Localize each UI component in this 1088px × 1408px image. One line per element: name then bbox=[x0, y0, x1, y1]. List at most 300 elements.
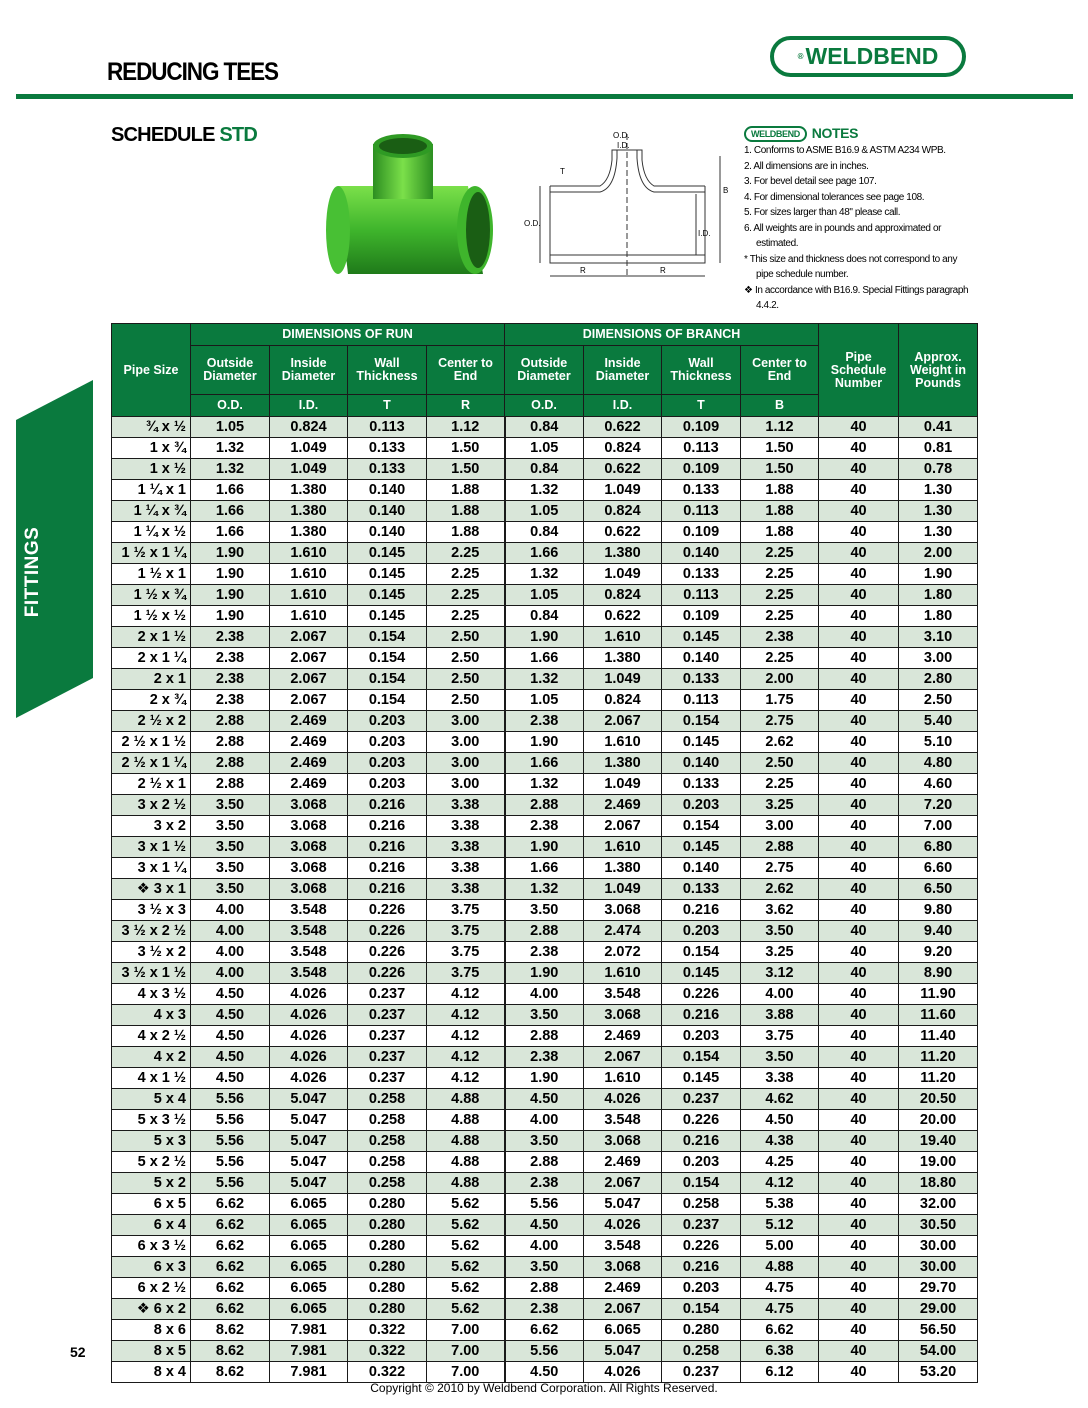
table-cell: 5.12 bbox=[741, 1215, 819, 1236]
table-row bbox=[112, 1026, 978, 1047]
table-cell: 1.32 bbox=[505, 564, 584, 585]
table-cell: 2.62 bbox=[741, 732, 819, 753]
table-cell: 4.88 bbox=[427, 1110, 505, 1131]
table-cell: 0.203 bbox=[348, 774, 427, 795]
table-cell: 40 bbox=[819, 1215, 899, 1236]
table-cell: 2.067 bbox=[584, 1299, 662, 1320]
note-item: 4. For dimensional tolerances see page 108. bbox=[744, 191, 925, 203]
table-cell: 0.237 bbox=[662, 1362, 741, 1383]
table-cell: 1.049 bbox=[270, 438, 348, 459]
table-cell: 0.133 bbox=[348, 459, 427, 480]
table-cell: 2.072 bbox=[584, 942, 662, 963]
table-cell: 0.258 bbox=[348, 1089, 427, 1110]
table-cell: 5.047 bbox=[270, 1110, 348, 1131]
table-cell: 0.203 bbox=[662, 921, 741, 942]
table-row bbox=[112, 1341, 978, 1362]
table-row bbox=[112, 900, 978, 921]
pipe-size-cell: 1 x ½ bbox=[112, 459, 191, 480]
side-tab-label: FITTINGS bbox=[22, 526, 43, 618]
table-row bbox=[112, 1152, 978, 1173]
table-cell: 4.80 bbox=[899, 753, 978, 774]
table-cell: 40 bbox=[819, 543, 899, 564]
table-cell: 3.38 bbox=[427, 858, 505, 879]
table-cell: 4.026 bbox=[584, 1215, 662, 1236]
table-cell: 3.00 bbox=[427, 774, 505, 795]
table-cell: 5.047 bbox=[270, 1089, 348, 1110]
col-header: Inside Diameter bbox=[270, 346, 348, 395]
table-cell: 40 bbox=[819, 1362, 899, 1383]
table-cell: 3.62 bbox=[741, 900, 819, 921]
schedule-accent: STD bbox=[219, 124, 257, 146]
table-cell: 0.140 bbox=[348, 480, 427, 501]
table-cell: 4.026 bbox=[270, 1026, 348, 1047]
pipe-size-cell: 5 x 2 ½ bbox=[112, 1152, 191, 1173]
table-cell: 40 bbox=[819, 753, 899, 774]
table-cell: 6.62 bbox=[741, 1320, 819, 1341]
table-cell: 2.469 bbox=[584, 1026, 662, 1047]
table-cell: 3.068 bbox=[584, 1005, 662, 1026]
table-cell: 5.56 bbox=[191, 1131, 270, 1152]
table-cell: 0.154 bbox=[348, 627, 427, 648]
table-cell: 0.154 bbox=[662, 816, 741, 837]
table-cell: 0.322 bbox=[348, 1362, 427, 1383]
table-cell: 1.049 bbox=[584, 774, 662, 795]
table-cell: 3.50 bbox=[741, 921, 819, 942]
table-cell: 6.065 bbox=[270, 1257, 348, 1278]
pipe-size-cell: 4 x 2 bbox=[112, 1047, 191, 1068]
table-cell: 2.25 bbox=[427, 543, 505, 564]
table-cell: 2.88 bbox=[505, 1026, 584, 1047]
table-cell: 40 bbox=[819, 1173, 899, 1194]
table-cell: 40 bbox=[819, 837, 899, 858]
note-item: * This size and thickness does not correspond to any pipe schedule number. bbox=[744, 253, 958, 280]
table-cell: 0.113 bbox=[662, 690, 741, 711]
table-row bbox=[112, 1047, 978, 1068]
table-cell: 40 bbox=[819, 585, 899, 606]
table-cell: 1.90 bbox=[191, 606, 270, 627]
table-cell: 2.469 bbox=[584, 1152, 662, 1173]
table-cell: 3.068 bbox=[270, 816, 348, 837]
table-cell: 8.62 bbox=[191, 1320, 270, 1341]
table-cell: 2.25 bbox=[741, 648, 819, 669]
col-symbol: I.D. bbox=[270, 395, 348, 417]
table-cell: 1.32 bbox=[505, 774, 584, 795]
table-cell: 0.145 bbox=[662, 963, 741, 984]
table-cell: 20.50 bbox=[899, 1089, 978, 1110]
table-cell: 3.38 bbox=[741, 1068, 819, 1089]
pipe-size-cell: 5 x 2 bbox=[112, 1173, 191, 1194]
pipe-size-cell: 1 ½ x 1 bbox=[112, 564, 191, 585]
table-cell: 1.80 bbox=[899, 606, 978, 627]
table-cell: 3.38 bbox=[427, 795, 505, 816]
table-row bbox=[112, 795, 978, 816]
table-row bbox=[112, 963, 978, 984]
table-cell: 1.05 bbox=[505, 438, 584, 459]
table-cell: 0.140 bbox=[348, 522, 427, 543]
table-cell: 4.60 bbox=[899, 774, 978, 795]
table-cell: 1.90 bbox=[505, 732, 584, 753]
table-cell: 0.258 bbox=[348, 1152, 427, 1173]
table-cell: 1.30 bbox=[899, 480, 978, 501]
table-row bbox=[112, 774, 978, 795]
col-header: Inside Diameter bbox=[584, 346, 662, 395]
table-cell: 1.66 bbox=[505, 648, 584, 669]
table-row bbox=[112, 417, 978, 438]
table-cell: 20.00 bbox=[899, 1110, 978, 1131]
col-header: Center to End bbox=[427, 346, 505, 395]
pipe-size-cell: 4 x 3 bbox=[112, 1005, 191, 1026]
table-cell: 1.12 bbox=[427, 417, 505, 438]
table-row bbox=[112, 1131, 978, 1152]
table-cell: 2.38 bbox=[505, 1299, 584, 1320]
table-cell: 0.203 bbox=[662, 1026, 741, 1047]
table-cell: 2.469 bbox=[270, 711, 348, 732]
table-cell: 4.026 bbox=[270, 984, 348, 1005]
table-cell: 4.50 bbox=[191, 1026, 270, 1047]
table-cell: 4.00 bbox=[505, 1236, 584, 1257]
table-cell: 2.474 bbox=[584, 921, 662, 942]
table-cell: 1.05 bbox=[505, 690, 584, 711]
table-cell: 32.00 bbox=[899, 1194, 978, 1215]
table-cell: 0.280 bbox=[348, 1299, 427, 1320]
table-cell: 40 bbox=[819, 1152, 899, 1173]
table-cell: 3.12 bbox=[741, 963, 819, 984]
table-row bbox=[112, 627, 978, 648]
diagram-label: O.D. bbox=[524, 219, 541, 228]
table-cell: 40 bbox=[819, 627, 899, 648]
table-cell: 40 bbox=[819, 795, 899, 816]
table-cell: 3.25 bbox=[741, 942, 819, 963]
table-cell: 2.38 bbox=[505, 1173, 584, 1194]
table-cell: 1.66 bbox=[191, 480, 270, 501]
table-cell: 0.216 bbox=[348, 816, 427, 837]
table-cell: 40 bbox=[819, 1047, 899, 1068]
table-cell: 0.203 bbox=[348, 711, 427, 732]
notes-logo: WELDBEND bbox=[744, 126, 807, 142]
table-cell: 54.00 bbox=[899, 1341, 978, 1362]
pipe-size-cell: 4 x 2 ½ bbox=[112, 1026, 191, 1047]
pipe-size-cell: 6 x 4 bbox=[112, 1215, 191, 1236]
table-cell: 0.154 bbox=[662, 1047, 741, 1068]
table-cell: 1.049 bbox=[584, 669, 662, 690]
table-cell: 11.90 bbox=[899, 984, 978, 1005]
table-cell: 0.216 bbox=[662, 1131, 741, 1152]
table-row bbox=[112, 564, 978, 585]
table-cell: 40 bbox=[819, 1026, 899, 1047]
table-cell: 1.049 bbox=[584, 879, 662, 900]
table-cell: 1.88 bbox=[741, 522, 819, 543]
table-cell: 4.75 bbox=[741, 1299, 819, 1320]
table-cell: 2.38 bbox=[505, 1047, 584, 1068]
table-cell: 0.216 bbox=[662, 900, 741, 921]
table-cell: 2.00 bbox=[899, 543, 978, 564]
table-row bbox=[112, 690, 978, 711]
table-cell: 1.88 bbox=[427, 480, 505, 501]
table-cell: 0.237 bbox=[662, 1215, 741, 1236]
table-cell: 7.981 bbox=[270, 1362, 348, 1383]
table-cell: 6.065 bbox=[270, 1278, 348, 1299]
table-cell: 1.049 bbox=[584, 564, 662, 585]
table-cell: 3.50 bbox=[505, 1257, 584, 1278]
table-cell: 1.610 bbox=[270, 606, 348, 627]
table-cell: 1.05 bbox=[505, 501, 584, 522]
header-rule bbox=[16, 94, 1073, 99]
table-cell: 3.548 bbox=[584, 984, 662, 1005]
table-cell: 0.237 bbox=[348, 1068, 427, 1089]
table-cell: 0.84 bbox=[505, 459, 584, 480]
table-cell: 2.469 bbox=[584, 1278, 662, 1299]
reducing-tees-table bbox=[111, 323, 978, 1383]
table-cell: 40 bbox=[819, 942, 899, 963]
table-cell: 0.824 bbox=[584, 501, 662, 522]
note-item: 6. All weights are in pounds and approximated or estimated. bbox=[744, 222, 942, 249]
pipe-size-cell: 2 ½ x 1 ½ bbox=[112, 732, 191, 753]
table-cell: 1.610 bbox=[270, 585, 348, 606]
table-row bbox=[112, 606, 978, 627]
table-cell: 11.40 bbox=[899, 1026, 978, 1047]
pipe-size-cell: 5 x 3 ½ bbox=[112, 1110, 191, 1131]
table-cell: 6.065 bbox=[584, 1320, 662, 1341]
table-cell: 18.80 bbox=[899, 1173, 978, 1194]
table-cell: 40 bbox=[819, 459, 899, 480]
table-cell: 1.32 bbox=[191, 438, 270, 459]
table-cell: 5.047 bbox=[270, 1131, 348, 1152]
diagram-label: I.D. bbox=[698, 229, 711, 238]
table-cell: 6.62 bbox=[505, 1320, 584, 1341]
diagram-label: O.D. bbox=[613, 131, 630, 140]
table-cell: 2.38 bbox=[741, 627, 819, 648]
pipe-size-cell: 6 x 3 ½ bbox=[112, 1236, 191, 1257]
table-cell: 40 bbox=[819, 501, 899, 522]
col-header: Wall Thickness bbox=[662, 346, 741, 395]
table-cell: 0.84 bbox=[505, 522, 584, 543]
table-cell: 3.50 bbox=[191, 858, 270, 879]
table-cell: 3.548 bbox=[270, 942, 348, 963]
table-cell: 4.50 bbox=[191, 984, 270, 1005]
table-cell: 0.154 bbox=[348, 690, 427, 711]
table-row bbox=[112, 879, 978, 900]
table-cell: 0.237 bbox=[662, 1089, 741, 1110]
table-cell: 5.62 bbox=[427, 1257, 505, 1278]
copyright: Copyright © 2010 by Weldbend Corporation. All Rights Reserved. bbox=[370, 1381, 718, 1395]
table-cell: 3.38 bbox=[427, 879, 505, 900]
table-body bbox=[112, 417, 978, 1383]
table-cell: 6.065 bbox=[270, 1215, 348, 1236]
table-cell: 4.88 bbox=[427, 1131, 505, 1152]
pipe-size-cell: ¾ x ½ bbox=[112, 417, 191, 438]
pipe-size-cell: 1 ¼ x 1 bbox=[112, 480, 191, 501]
table-cell: 1.049 bbox=[584, 480, 662, 501]
table-cell: 6.065 bbox=[270, 1236, 348, 1257]
table-cell: 4.026 bbox=[270, 1047, 348, 1068]
table-cell: 29.00 bbox=[899, 1299, 978, 1320]
col-header: Outside Diameter bbox=[191, 346, 270, 395]
table-cell: 0.203 bbox=[662, 1278, 741, 1299]
table-cell: 1.90 bbox=[505, 963, 584, 984]
table-cell: 2.25 bbox=[741, 564, 819, 585]
table-cell: 6.38 bbox=[741, 1341, 819, 1362]
table-cell: 53.20 bbox=[899, 1362, 978, 1383]
table-cell: 4.026 bbox=[270, 1068, 348, 1089]
table-cell: 0.226 bbox=[348, 921, 427, 942]
table-cell: 3.548 bbox=[270, 900, 348, 921]
table-cell: 2.50 bbox=[899, 690, 978, 711]
table-cell: 2.25 bbox=[741, 543, 819, 564]
table-cell: 40 bbox=[819, 774, 899, 795]
diagram-label: I.D. bbox=[617, 141, 630, 150]
table-cell: 2.38 bbox=[191, 648, 270, 669]
table-cell: 0.113 bbox=[662, 501, 741, 522]
table-cell: 0.322 bbox=[348, 1341, 427, 1362]
table-cell: 0.226 bbox=[662, 984, 741, 1005]
pipe-size-cell: 1 x ¾ bbox=[112, 438, 191, 459]
table-cell: 30.00 bbox=[899, 1257, 978, 1278]
table-cell: 0.622 bbox=[584, 459, 662, 480]
table-cell: 0.216 bbox=[348, 837, 427, 858]
table-cell: 5.62 bbox=[427, 1299, 505, 1320]
table-row bbox=[112, 501, 978, 522]
table-cell: 11.20 bbox=[899, 1068, 978, 1089]
table-cell: 1.380 bbox=[584, 753, 662, 774]
table-row bbox=[112, 1068, 978, 1089]
table-cell: 1.380 bbox=[270, 501, 348, 522]
table-cell: 30.00 bbox=[899, 1236, 978, 1257]
table-cell: 1.90 bbox=[191, 564, 270, 585]
table-row bbox=[112, 753, 978, 774]
table-cell: 1.610 bbox=[584, 963, 662, 984]
table-cell: 0.216 bbox=[348, 879, 427, 900]
table-cell: 0.824 bbox=[584, 438, 662, 459]
table-cell: 0.280 bbox=[348, 1236, 427, 1257]
table-cell: 3.50 bbox=[191, 879, 270, 900]
table-cell: 2.38 bbox=[505, 942, 584, 963]
table-cell: 1.610 bbox=[584, 732, 662, 753]
table-cell: 3.068 bbox=[584, 1131, 662, 1152]
table-cell: 1.50 bbox=[741, 459, 819, 480]
table-cell: 1.90 bbox=[505, 627, 584, 648]
table-cell: 0.237 bbox=[348, 1005, 427, 1026]
pipe-size-cell: 2 x 1 bbox=[112, 669, 191, 690]
table-cell: 2.25 bbox=[741, 774, 819, 795]
table-cell: 1.05 bbox=[191, 417, 270, 438]
table-row bbox=[112, 1257, 978, 1278]
table-cell: 0.133 bbox=[662, 480, 741, 501]
table-cell: 0.140 bbox=[348, 501, 427, 522]
table-cell: 2.469 bbox=[270, 753, 348, 774]
table-row bbox=[112, 1362, 978, 1383]
table-cell: 0.824 bbox=[584, 585, 662, 606]
table-cell: 4.00 bbox=[741, 984, 819, 1005]
table-cell: 9.80 bbox=[899, 900, 978, 921]
pipe-size-cell: 3 x 1 ¼ bbox=[112, 858, 191, 879]
table-cell: 0.109 bbox=[662, 522, 741, 543]
logo-text: WELDBEND bbox=[805, 43, 939, 69]
table-cell: 0.216 bbox=[348, 795, 427, 816]
table-cell: 1.66 bbox=[505, 858, 584, 879]
table-cell: 3.25 bbox=[741, 795, 819, 816]
pipe-size-cell: 8 x 4 bbox=[112, 1362, 191, 1383]
table-cell: 0.237 bbox=[348, 1026, 427, 1047]
table-cell: 0.140 bbox=[662, 753, 741, 774]
table-cell: 7.20 bbox=[899, 795, 978, 816]
table-cell: 6.065 bbox=[270, 1194, 348, 1215]
col-symbol: R bbox=[427, 395, 505, 417]
table-cell: 6.50 bbox=[899, 879, 978, 900]
table-cell: 3.068 bbox=[270, 837, 348, 858]
table-cell: 2.88 bbox=[191, 711, 270, 732]
table-cell: 7.00 bbox=[427, 1341, 505, 1362]
table-cell: 0.216 bbox=[662, 1005, 741, 1026]
reducing-tee-image bbox=[318, 124, 503, 284]
table-cell: 2.75 bbox=[741, 711, 819, 732]
table-row bbox=[112, 438, 978, 459]
col-symbol: T bbox=[662, 395, 741, 417]
table-cell: 1.380 bbox=[270, 480, 348, 501]
table-cell: 40 bbox=[819, 1068, 899, 1089]
table-cell: 0.622 bbox=[584, 606, 662, 627]
table-cell: 2.067 bbox=[584, 816, 662, 837]
table-cell: 1.90 bbox=[191, 585, 270, 606]
table-cell: 0.237 bbox=[348, 1047, 427, 1068]
table-cell: 0.258 bbox=[348, 1173, 427, 1194]
registered-mark: ® bbox=[797, 52, 804, 61]
table-cell: 7.981 bbox=[270, 1341, 348, 1362]
pipe-size-cell: 3 x 1 ½ bbox=[112, 837, 191, 858]
table-cell: 40 bbox=[819, 921, 899, 942]
table-cell: 4.026 bbox=[584, 1362, 662, 1383]
table-cell: 1.66 bbox=[191, 522, 270, 543]
table-cell: 0.154 bbox=[348, 648, 427, 669]
pipe-size-cell: 6 x 2 ½ bbox=[112, 1278, 191, 1299]
table-cell: 0.216 bbox=[348, 858, 427, 879]
table-cell: 3.38 bbox=[427, 816, 505, 837]
col-symbol: I.D. bbox=[584, 395, 662, 417]
table-cell: 0.84 bbox=[505, 606, 584, 627]
table-cell: 3.068 bbox=[584, 1257, 662, 1278]
table-cell: 6.80 bbox=[899, 837, 978, 858]
table-row bbox=[112, 1110, 978, 1131]
table-cell: 0.258 bbox=[662, 1194, 741, 1215]
table-cell: 29.70 bbox=[899, 1278, 978, 1299]
table-cell: 0.622 bbox=[584, 522, 662, 543]
table-row bbox=[112, 1005, 978, 1026]
table-cell: 4.12 bbox=[427, 1005, 505, 1026]
table-cell: 3.548 bbox=[270, 963, 348, 984]
col-pipe-size: Pipe Size bbox=[112, 324, 191, 417]
group-branch: DIMENSIONS OF BRANCH bbox=[505, 324, 819, 346]
col-schedule: Pipe Schedule Number bbox=[819, 324, 899, 417]
table-cell: 3.88 bbox=[741, 1005, 819, 1026]
pipe-size-cell: 3 ½ x 2 bbox=[112, 942, 191, 963]
table-cell: 1.50 bbox=[741, 438, 819, 459]
table-cell: 2.88 bbox=[191, 732, 270, 753]
table-cell: 4.88 bbox=[427, 1173, 505, 1194]
col-symbol: O.D. bbox=[191, 395, 270, 417]
table-cell: 0.81 bbox=[899, 438, 978, 459]
table-cell: 3.38 bbox=[427, 837, 505, 858]
table-cell: 0.113 bbox=[662, 438, 741, 459]
table-cell: 3.75 bbox=[427, 963, 505, 984]
table-cell: 0.145 bbox=[662, 732, 741, 753]
table-cell: 3.75 bbox=[741, 1026, 819, 1047]
table-cell: 3.068 bbox=[584, 900, 662, 921]
table-cell: 6.62 bbox=[191, 1257, 270, 1278]
table-cell: 11.20 bbox=[899, 1047, 978, 1068]
table-cell: 4.88 bbox=[427, 1089, 505, 1110]
table-cell: 1.90 bbox=[191, 543, 270, 564]
table-cell: 3.50 bbox=[191, 795, 270, 816]
tee-dimension-diagram bbox=[520, 128, 740, 286]
